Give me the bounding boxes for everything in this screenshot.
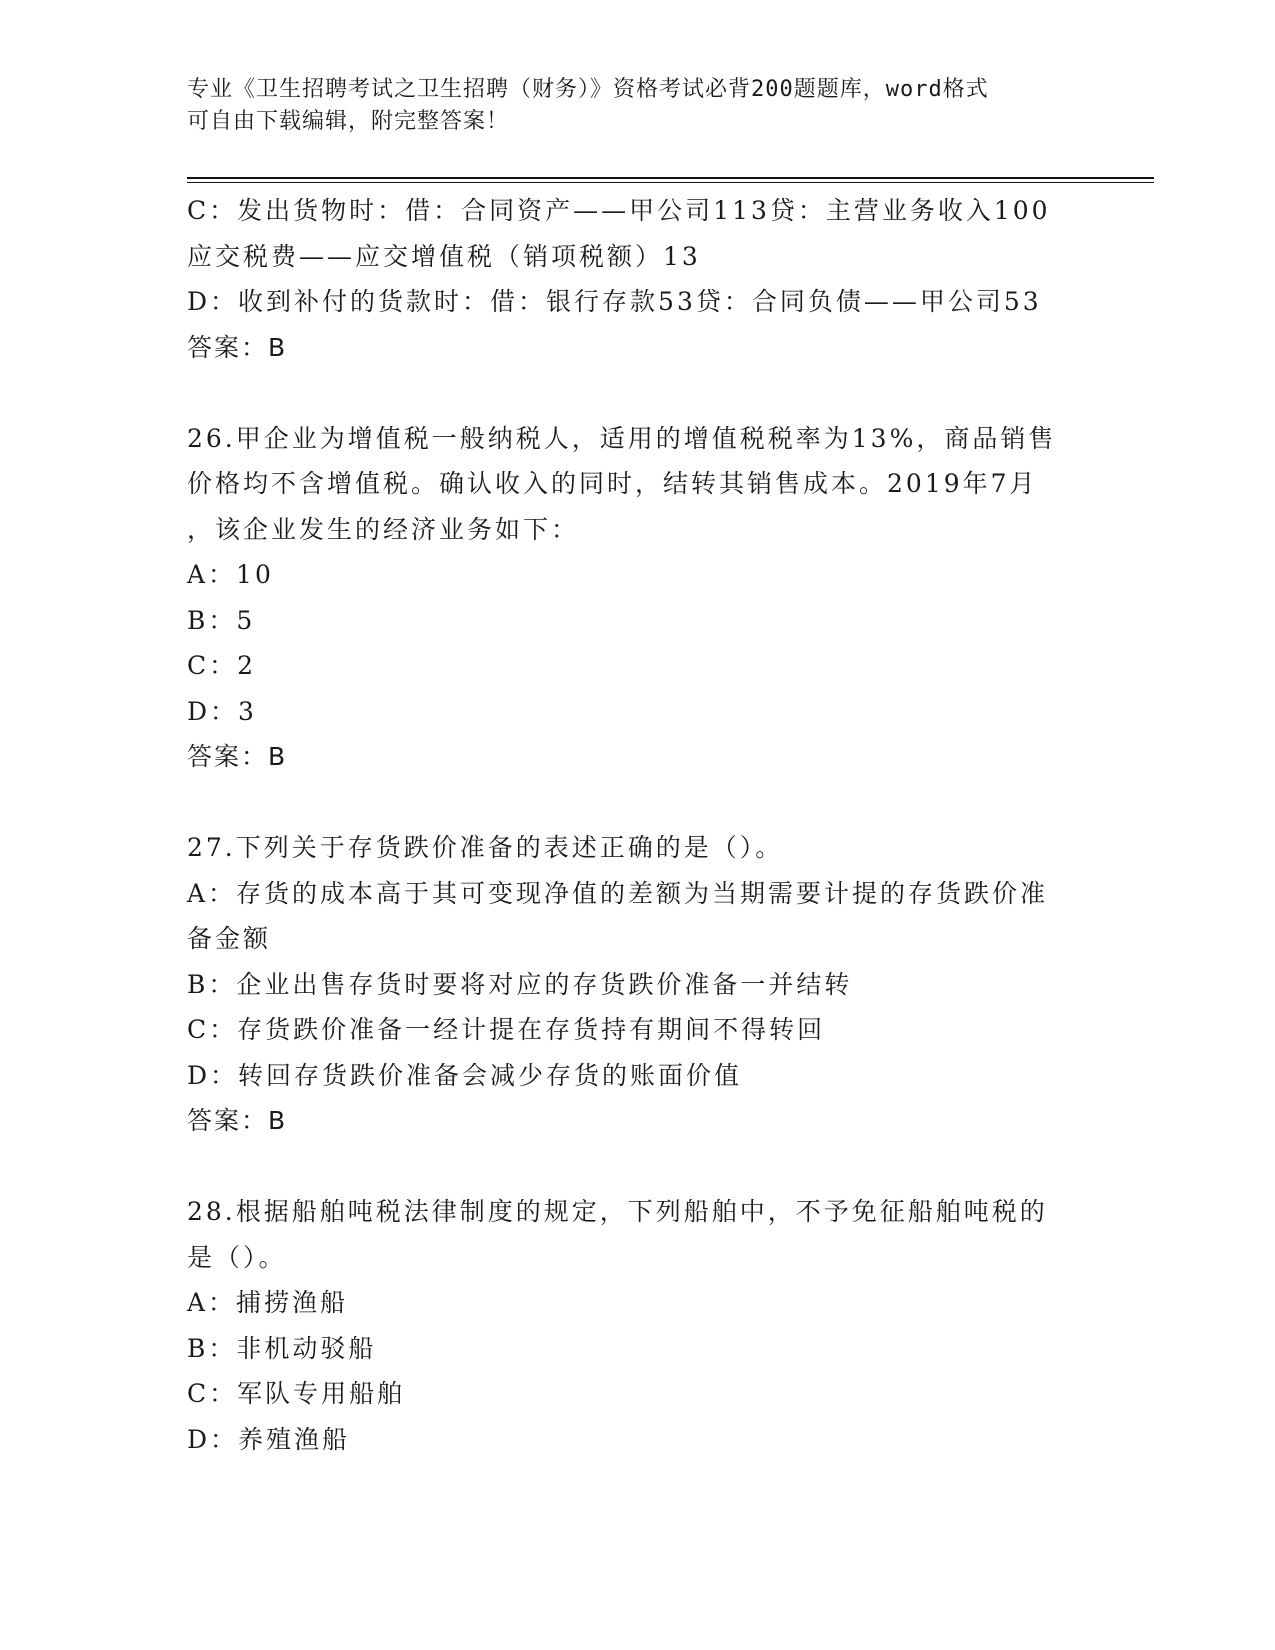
option-b: B：企业出售存货时要将对应的存货跌价准备一并结转 — [187, 969, 853, 999]
option-c: C：军队专用船舶 — [187, 1379, 406, 1408]
question-stem-line-2: 价格均不含增值税。确认收入的同时，结转其销售成本。2019年7月 — [187, 469, 1038, 498]
document-header — [187, 74, 1067, 138]
header-title-line-1: 专业《卫生招聘考试之卫生招聘（财务）》资格考试必背200题题库，word格式 — [187, 77, 989, 102]
spacer — [187, 1144, 1087, 1190]
option-c: C：2 — [187, 651, 257, 680]
question-stem: 27.下列关于存货跌价准备的表述正确的是（）。 — [187, 833, 784, 862]
spacer — [187, 780, 1087, 826]
answer-line: 答案：B — [187, 332, 288, 362]
option-a: A：10 — [187, 560, 274, 589]
question-stem-line-1: 28.根据船舶吨税法律制度的规定，下列船舶中，不予免征船舶吨税的 — [187, 1197, 1048, 1226]
header-divider-thin — [187, 182, 1154, 183]
option-d: D：转回存货跌价准备会减少存货的账面价值 — [187, 1060, 743, 1090]
header-title-line-2: 可自由下载编辑，附完整答案！ — [187, 109, 510, 134]
answer-line: 答案：B — [187, 1106, 288, 1135]
header-divider-thick — [187, 177, 1154, 179]
option-a-line-1: A：存货的成本高于其可变现净值的差额为当期需要计提的存货跌价准 — [187, 878, 1049, 908]
question-block-27 — [187, 825, 1087, 1144]
answer-line: 答案：B — [187, 742, 288, 771]
question-block-previous — [187, 188, 1087, 370]
option-a: A：捕捞渔船 — [187, 1288, 349, 1317]
option-d: D：3 — [187, 696, 257, 726]
option-d: D：养殖渔船 — [187, 1424, 351, 1454]
question-stem-line-2: 是（）。 — [187, 1242, 287, 1272]
option-b: B：非机动驳船 — [187, 1333, 377, 1363]
option-a-line-2: 备金额 — [187, 924, 272, 953]
option-c: C：存货跌价准备一经计提在存货持有期间不得转回 — [187, 1015, 826, 1044]
option-d: D：收到补付的货款时：借：银行存款53贷：合同负债——甲公司53 — [187, 287, 1042, 316]
option-c-line-1: C：发出货物时：借：合同资产——甲公司113贷：主营业务收入100 — [187, 196, 1051, 225]
question-block-26 — [187, 416, 1087, 780]
option-b: B：5 — [187, 605, 256, 635]
question-content — [187, 188, 1087, 1462]
option-c-line-2: 应交税费——应交增值税（销项税额）13 — [187, 241, 701, 271]
question-stem-line-3: ，该企业发生的经济业务如下： — [187, 514, 580, 544]
spacer — [187, 370, 1087, 416]
question-block-28 — [187, 1189, 1087, 1462]
question-stem-line-1: 26.甲企业为增值税一般纳税人，适用的增值税税率为13%，商品销售 — [187, 423, 1057, 453]
